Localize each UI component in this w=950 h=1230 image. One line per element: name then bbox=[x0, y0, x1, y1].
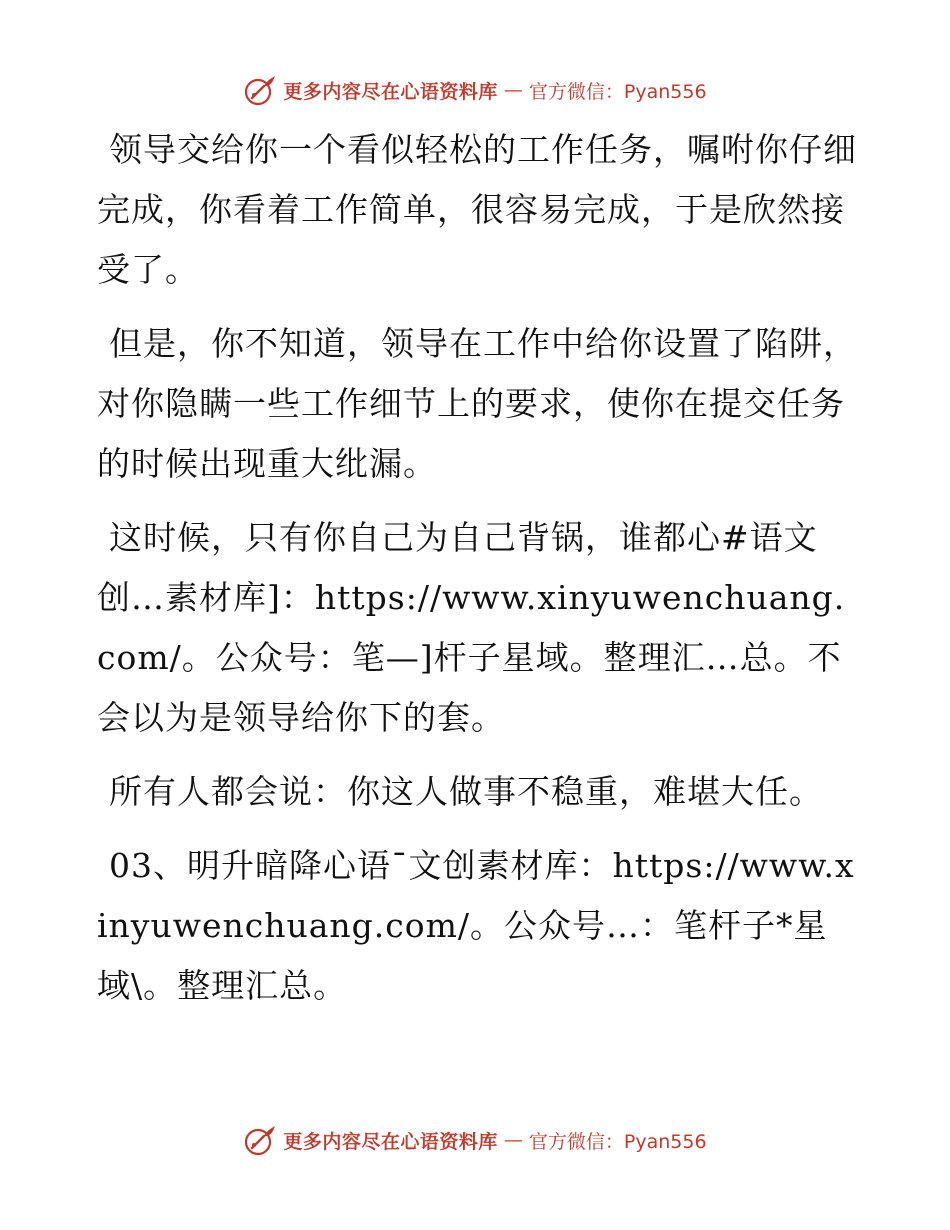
footer-account: 官方微信：Pyan556 bbox=[528, 1130, 707, 1153]
paragraph-3: 这时候，只有你自己为自己背锅，谁都心#语文创…素材库]：https://www.xinyuwenchuang.com/。公众号：笔—]杆子星域。整理汇…总。不会以为是领导给你下的套。 bbox=[97, 518, 846, 737]
banner-separator: — bbox=[503, 79, 523, 101]
quill-logo-icon bbox=[243, 73, 277, 107]
footer-banner bbox=[0, 1120, 950, 1160]
quill-logo-icon bbox=[243, 1123, 277, 1157]
banner-title: 更多内容尽在心语资料库 bbox=[283, 80, 498, 103]
footer-separator: — bbox=[503, 1129, 523, 1151]
paragraph-1: 领导交给你一个看似轻松的工作任务，嘱咐你仔细完成，你看着工作简单，很容易完成，于是欣然接受了。 bbox=[97, 130, 857, 289]
paragraph-5: 03、明升暗降心语¯文创素材库：https://www.xinyuwenchuang.com/。公众号…：笔杆子*星域\。整理汇总。 bbox=[97, 846, 855, 1005]
paragraph-4: 所有人都会说：你这人做事不稳重，难堪大任。 bbox=[109, 772, 823, 811]
banner-account: 官方微信：Pyan556 bbox=[528, 80, 707, 103]
document-body bbox=[97, 120, 857, 1030]
paragraph-2: 但是，你不知道，领导在工作中给你设置了陷阱，对你隐瞒一些工作细节上的要求，使你在提交任务的时候出现重大纰漏。 bbox=[97, 324, 857, 483]
footer-title: 更多内容尽在心语资料库 bbox=[283, 1130, 498, 1153]
header-banner bbox=[0, 70, 950, 110]
